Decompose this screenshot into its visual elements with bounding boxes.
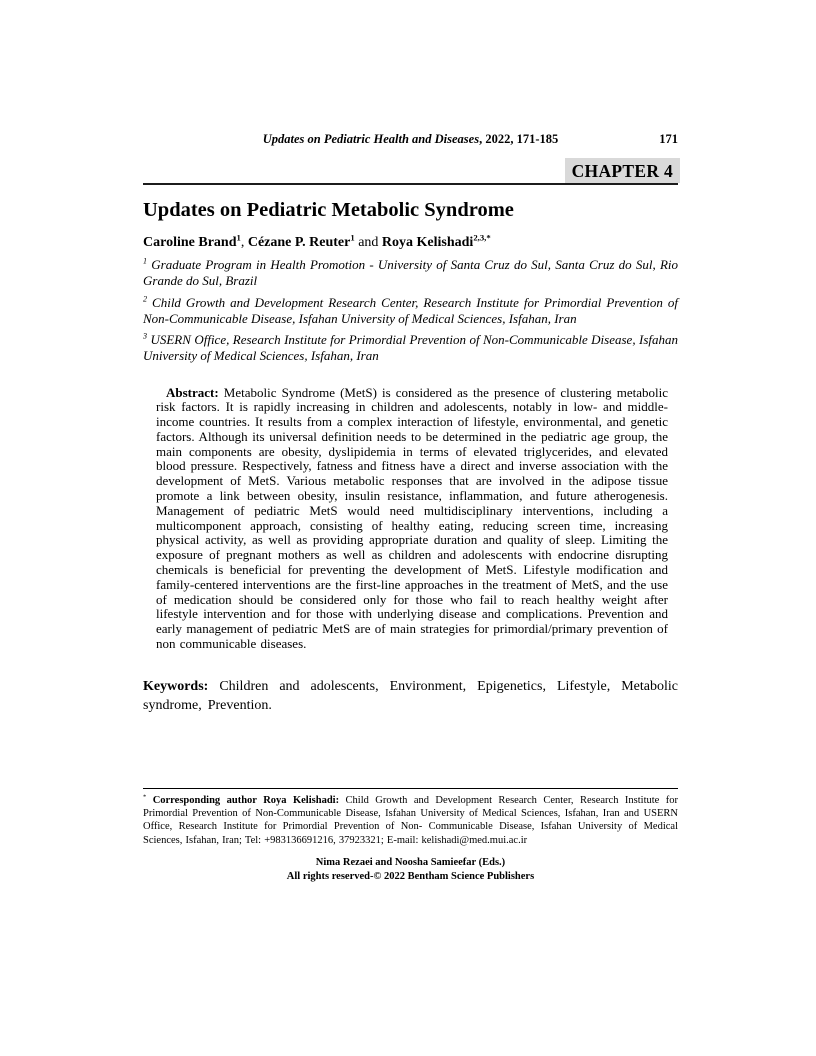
abstract-section	[156, 386, 668, 652]
author-separator: ,	[240, 235, 248, 250]
chapter-row	[143, 158, 678, 185]
abstract-paragraph	[156, 386, 668, 652]
affiliation-3	[143, 332, 678, 365]
keywords-label: Keywords:	[143, 678, 209, 694]
affiliation-1-marker: 1	[143, 256, 148, 266]
keywords-text: Children and adolescents, Environment, Epigenetics, Lifestyle, Metabolic syndrome, Prevention.	[143, 678, 678, 713]
author-2-affiliation-marker: 1	[350, 232, 355, 243]
rights-line: All rights reserved-© 2022 Bentham Science Publishers	[286, 870, 535, 882]
author-conjunction: and	[354, 235, 382, 250]
affiliation-3-text: USERN Office, Research Institute for Primordial Prevention of Non-Communicable Disease, Isfahan University of Medical Sciences, Isfahan, Iran	[143, 332, 678, 364]
abstract-label: Abstract:	[166, 384, 219, 400]
journal-citation-suffix: , 2022, 171-185	[479, 132, 559, 146]
author-3: Roya Kelishadi	[381, 235, 474, 250]
running-header	[143, 132, 678, 149]
author-1: Caroline Brand	[143, 235, 237, 250]
keywords-line	[143, 677, 678, 715]
footnote-label: Corresponding author Roya Kelishadi:	[146, 795, 340, 806]
page-number: 171	[659, 132, 678, 146]
chapter-badge: CHAPTER 4	[565, 158, 680, 183]
affiliations	[143, 257, 678, 365]
author-3-affiliation-marker: 2,3,*	[473, 232, 491, 243]
authors-line	[143, 232, 678, 251]
footnote-text: Child Growth and Development Research Center, Research Institute for Primordial Prevention of Non-Communicable Disease, Isfahan University of Medical Sciences, Isfahan, Iran and USERN Office, Research Institute for Primordial Prevention of Non- Communicable Disease, Isfahan University of Medical Sciences, Isfahan, Iran; Tel: +983136691216, 37923321; E-mail: kelishadi@med.mui.ac.ir	[143, 795, 678, 846]
journal-reference	[143, 132, 678, 147]
abstract-text: Metabolic Syndrome (MetS) is considered as the presence of clustering metabolic risk factors. It is rapidly increasing in children and adolescents, notably in low- and middle-income countries. It results from a complex interaction of lifestyle, environmental, and genetic factors. Although its universal definition needs to be determined in the pediatric age group, the main components are obesity, dyslipidemia in terms of elevated triglycerides, and elevated blood pressure. Respectively, fatness and fitness have a direct and inverse association with the development of MetS. Various metabolic responses that are involved in the adipose tissue promote a link between obesity, insulin resistance, inflammation, and future atherogenesis. Management of pediatric MetS would need multidisciplinary interventions, including a multicomponent approach, consisting of healthy eating, reducing screen time, increasing physical activity, as well as providing appropriate duration and quality of sleep. Limiting the exposure of pregnant mothers as well as children and adolescents with endocrine disrupting chemicals is beneficial for preventing the development of MetS. Lifestyle modification and family-centered interventions are the first-line approaches in the treatment of MetS, and the use of medication should be considered only for those who fail to reach healthy weight after lifestyle intervention and for those with underlying disease and complications. Prevention and early management of pediatric MetS are of main strategies for primordial/primary prevention of non communicable diseases.	[156, 384, 668, 652]
footnote-asterisk: *	[143, 793, 147, 801]
affiliation-1	[143, 257, 678, 290]
affiliation-2	[143, 295, 678, 328]
footnote-block	[143, 788, 678, 884]
page-content	[143, 132, 678, 715]
affiliation-3-marker: 3	[143, 331, 148, 341]
colophon	[143, 856, 678, 884]
author-2: Cézane P. Reuter	[247, 235, 351, 250]
affiliation-2-text: Child Growth and Development Research Center, Research Institute for Primordial Prevention of Non-Communicable Disease, Isfahan University of Medical Sciences, Isfahan, Iran	[143, 294, 678, 326]
affiliation-2-marker: 2	[143, 294, 148, 304]
corresponding-author-footnote	[143, 794, 678, 847]
editors-line: Nima Rezaei and Noosha Samieefar (Eds.)	[315, 856, 506, 868]
chapter-title: Updates on Pediatric Metabolic Syndrome	[143, 199, 514, 221]
author-1-affiliation-marker: 1	[236, 232, 241, 243]
journal-title: Updates on Pediatric Health and Diseases	[262, 132, 480, 146]
affiliation-1-text: Graduate Program in Health Promotion - University of Santa Cruz do Sul, Santa Cruz do Sul, Rio Grande do Sul, Brazil	[143, 257, 678, 289]
